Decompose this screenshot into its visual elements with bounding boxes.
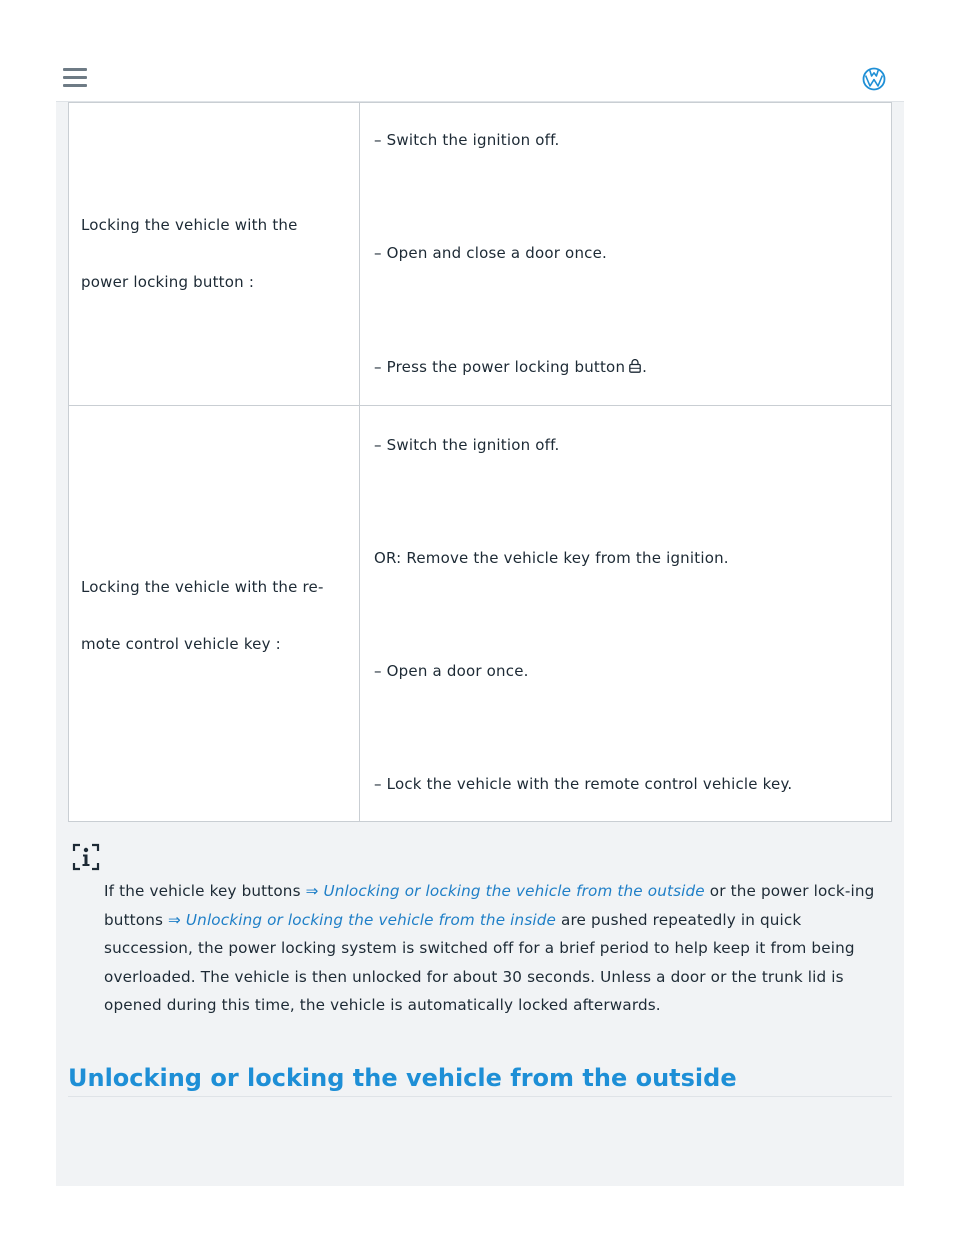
note-text: or the power lock-ing buttons [104,882,875,929]
note-text: are pushed repeatedly in quick succession, the power locking system is switched off for a brief period to help keep it from being overloaded. The vehicle is then unlocked for about 30 seconds. Unless a door or the trunk lid is opened during this time, the vehicle is automatically locked afterwards. [104,910,855,1014]
table-cell-label [69,103,360,406]
hamburger-menu-icon[interactable] [63,68,87,88]
info-icon [72,843,100,871]
step-text: OR: Remove the vehicle key from the ignition. [374,549,729,567]
row-label-line: power locking button : [81,273,255,291]
step-text-part: – Press the power locking button [374,358,626,376]
lock-button-icon [629,359,641,373]
info-note [104,877,894,1020]
step-text-part: . [642,358,648,376]
vw-logo-icon[interactable] [862,67,886,91]
step-text: – Switch the ignition off. [374,436,560,454]
step-text: – Open and close a door once. [374,244,607,262]
section-heading: Unlocking or locking the vehicle from the outside [68,1064,737,1092]
table-cell-steps [360,103,892,406]
table-cell-label [69,406,360,822]
section-divider [68,1096,892,1097]
row-label-line: Locking the vehicle with the re- [81,578,324,596]
table-cell-steps [360,406,892,822]
step-text [374,359,647,375]
row-label-line: Locking the vehicle with the [81,216,298,234]
step-text: – Switch the ignition off. [374,131,560,149]
note-text: If the vehicle key buttons [104,882,306,900]
link-unlocking-inside[interactable]: ⇒ Unlocking or locking the vehicle from the inside [168,910,557,929]
step-text: – Open a door once. [374,662,529,680]
top-bar [0,0,960,102]
step-text: – Lock the vehicle with the remote control vehicle key. [374,775,793,793]
link-unlocking-outside[interactable]: ⇒ Unlocking or locking the vehicle from the outside [305,882,705,900]
table-row [69,406,892,822]
procedure-table [68,102,892,822]
table-row [69,103,892,406]
row-label-line: mote control vehicle key : [81,635,281,653]
